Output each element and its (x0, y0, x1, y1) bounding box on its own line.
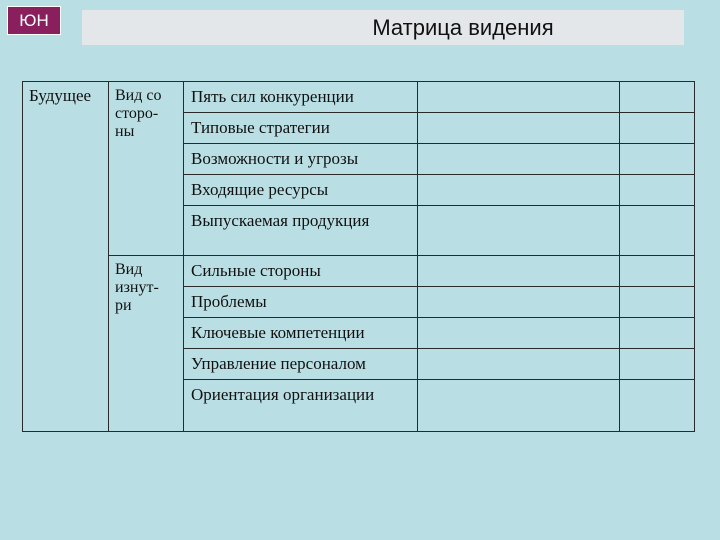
group-label-line: Вид (115, 261, 143, 278)
slide-title: Матрица видения (372, 15, 554, 40)
group-label-line: ны (115, 123, 135, 140)
empty-cell (418, 380, 620, 432)
matrix-item: Сильные стороны (184, 256, 418, 287)
empty-cell (418, 206, 620, 256)
matrix-item: Выпускаемая продукция (184, 206, 418, 256)
table-row (23, 256, 695, 287)
empty-cell (418, 349, 620, 380)
group-label-line: изнут- (115, 279, 159, 296)
matrix-item: Ключевые компетенции (184, 318, 418, 349)
empty-cell (620, 380, 695, 432)
matrix-item: Возможности и угрозы (184, 144, 418, 175)
group-label-line: ри (115, 297, 132, 314)
matrix-item: Пять сил конкуренции (184, 82, 418, 113)
empty-cell (418, 82, 620, 113)
row-header-future: Будущее (23, 82, 109, 432)
table-row (23, 82, 695, 113)
empty-cell (418, 175, 620, 206)
empty-cell (418, 318, 620, 349)
group-label-outside (109, 82, 184, 256)
group-label-line: сторо- (115, 105, 159, 122)
empty-cell (620, 144, 695, 175)
matrix-item: Входящие ресурсы (184, 175, 418, 206)
slide-title-bar (82, 10, 684, 45)
empty-cell (620, 113, 695, 144)
matrix-item: Типовые стратегии (184, 113, 418, 144)
group-label-inside (109, 256, 184, 432)
empty-cell (620, 256, 695, 287)
empty-cell (620, 318, 695, 349)
empty-cell (620, 175, 695, 206)
empty-cell (418, 287, 620, 318)
empty-cell (620, 206, 695, 256)
matrix-item: Ориентация организации (184, 380, 418, 432)
empty-cell (418, 144, 620, 175)
vision-matrix-table (22, 81, 695, 432)
empty-cell (418, 256, 620, 287)
group-label-line: Вид со (115, 87, 162, 104)
empty-cell (418, 113, 620, 144)
logo-badge: ЮН (7, 6, 61, 35)
empty-cell (620, 349, 695, 380)
matrix-item: Управление персоналом (184, 349, 418, 380)
empty-cell (620, 287, 695, 318)
matrix-item: Проблемы (184, 287, 418, 318)
empty-cell (620, 82, 695, 113)
